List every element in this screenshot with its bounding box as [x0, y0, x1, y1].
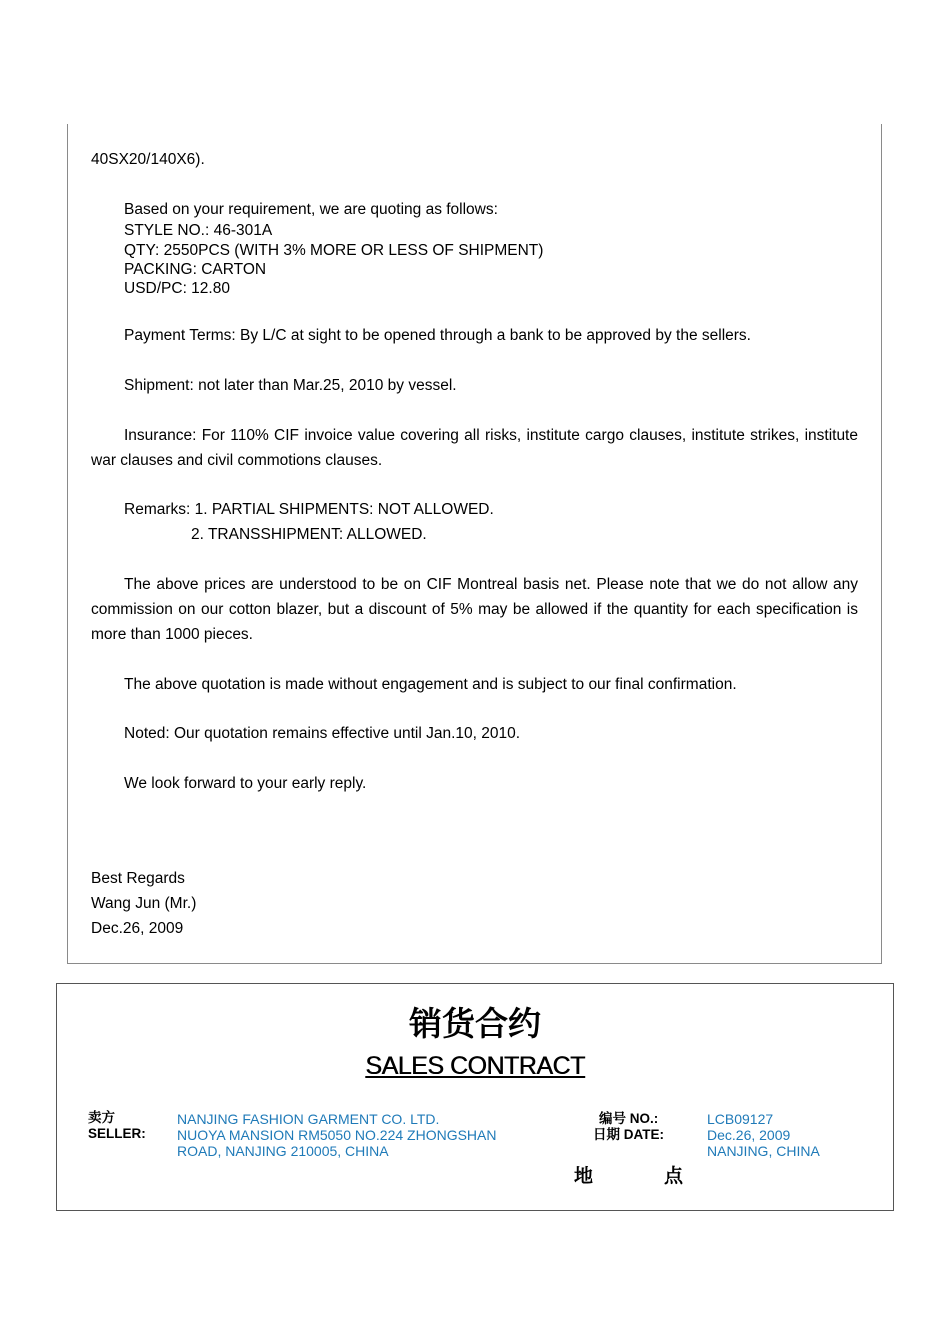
seller-label-english: SELLER: — [88, 1126, 146, 1141]
seller-address-line-1: NUOYA MANSION RM5050 NO.224 ZHONGSHAN — [177, 1127, 497, 1143]
validity-note: Noted: Our quotation remains effective until Jan.10, 2010. — [124, 725, 521, 742]
prices-note: The above prices are understood to be on CIF Montreal basis net. Please note that we do not allow any commission on our cotton blazer, but a discount of 5% may be allowed if the quantity for each specification is more than 1000 pieces. — [91, 576, 858, 643]
letter-date: Dec.26, 2009 — [91, 920, 184, 937]
place-label-char-1: 地 — [574, 1165, 594, 1187]
contract-number-value: LCB09127 — [707, 1111, 774, 1127]
contract-title-english: SALES CONTRACT — [365, 1052, 585, 1080]
style-number: STYLE NO.: 46-301A — [124, 222, 273, 239]
contract-number-label: 编号 NO.: — [599, 1111, 659, 1126]
contract-place-value: NANJING, CHINA — [707, 1143, 820, 1159]
fabric-spec-continuation: 40SX20/140X6). — [91, 151, 205, 168]
remarks-transshipment: 2. TRANSSHIPMENT: ALLOWED. — [191, 526, 427, 543]
engagement-note: The above quotation is made without engagement and is subject to our final confirmation. — [124, 676, 737, 693]
packing: PACKING: CARTON — [124, 261, 267, 278]
contract-title-chinese: 销货合约 — [409, 1004, 541, 1043]
seller-name: NANJING FASHION GARMENT CO. LTD. — [177, 1111, 440, 1127]
remarks-partial-shipments: Remarks: 1. PARTIAL SHIPMENTS: NOT ALLOWED. — [124, 501, 494, 518]
seller-address-line-2: ROAD, NANJING 210005, CHINA — [177, 1143, 389, 1159]
quantity: QTY: 2550PCS (WITH 3% MORE OR LESS OF SHIPMENT) — [124, 242, 544, 259]
seller-label-chinese: 卖方 — [88, 1110, 115, 1125]
unit-price: USD/PC: 12.80 — [124, 280, 230, 297]
payment-terms: Payment Terms: By L/C at sight to be opened through a bank to be approved by the sellers. — [124, 327, 751, 344]
signer-name: Wang Jun (Mr.) — [91, 895, 197, 912]
shipment-terms: Shipment: not later than Mar.25, 2010 by vessel. — [124, 377, 457, 394]
quotation-intro: Based on your requirement, we are quoting as follows: — [124, 201, 498, 218]
insurance-terms: Insurance: For 110% CIF invoice value covering all risks, institute cargo clauses, institute strikes, institute war clauses and civil commotions clauses. — [91, 427, 858, 469]
place-label-char-2: 点 — [664, 1165, 684, 1187]
contract-date-value: Dec.26, 2009 — [707, 1127, 791, 1143]
closing-line: We look forward to your early reply. — [124, 775, 367, 792]
sign-off: Best Regards — [91, 870, 185, 887]
contract-date-label: 日期 DATE: — [593, 1127, 664, 1142]
